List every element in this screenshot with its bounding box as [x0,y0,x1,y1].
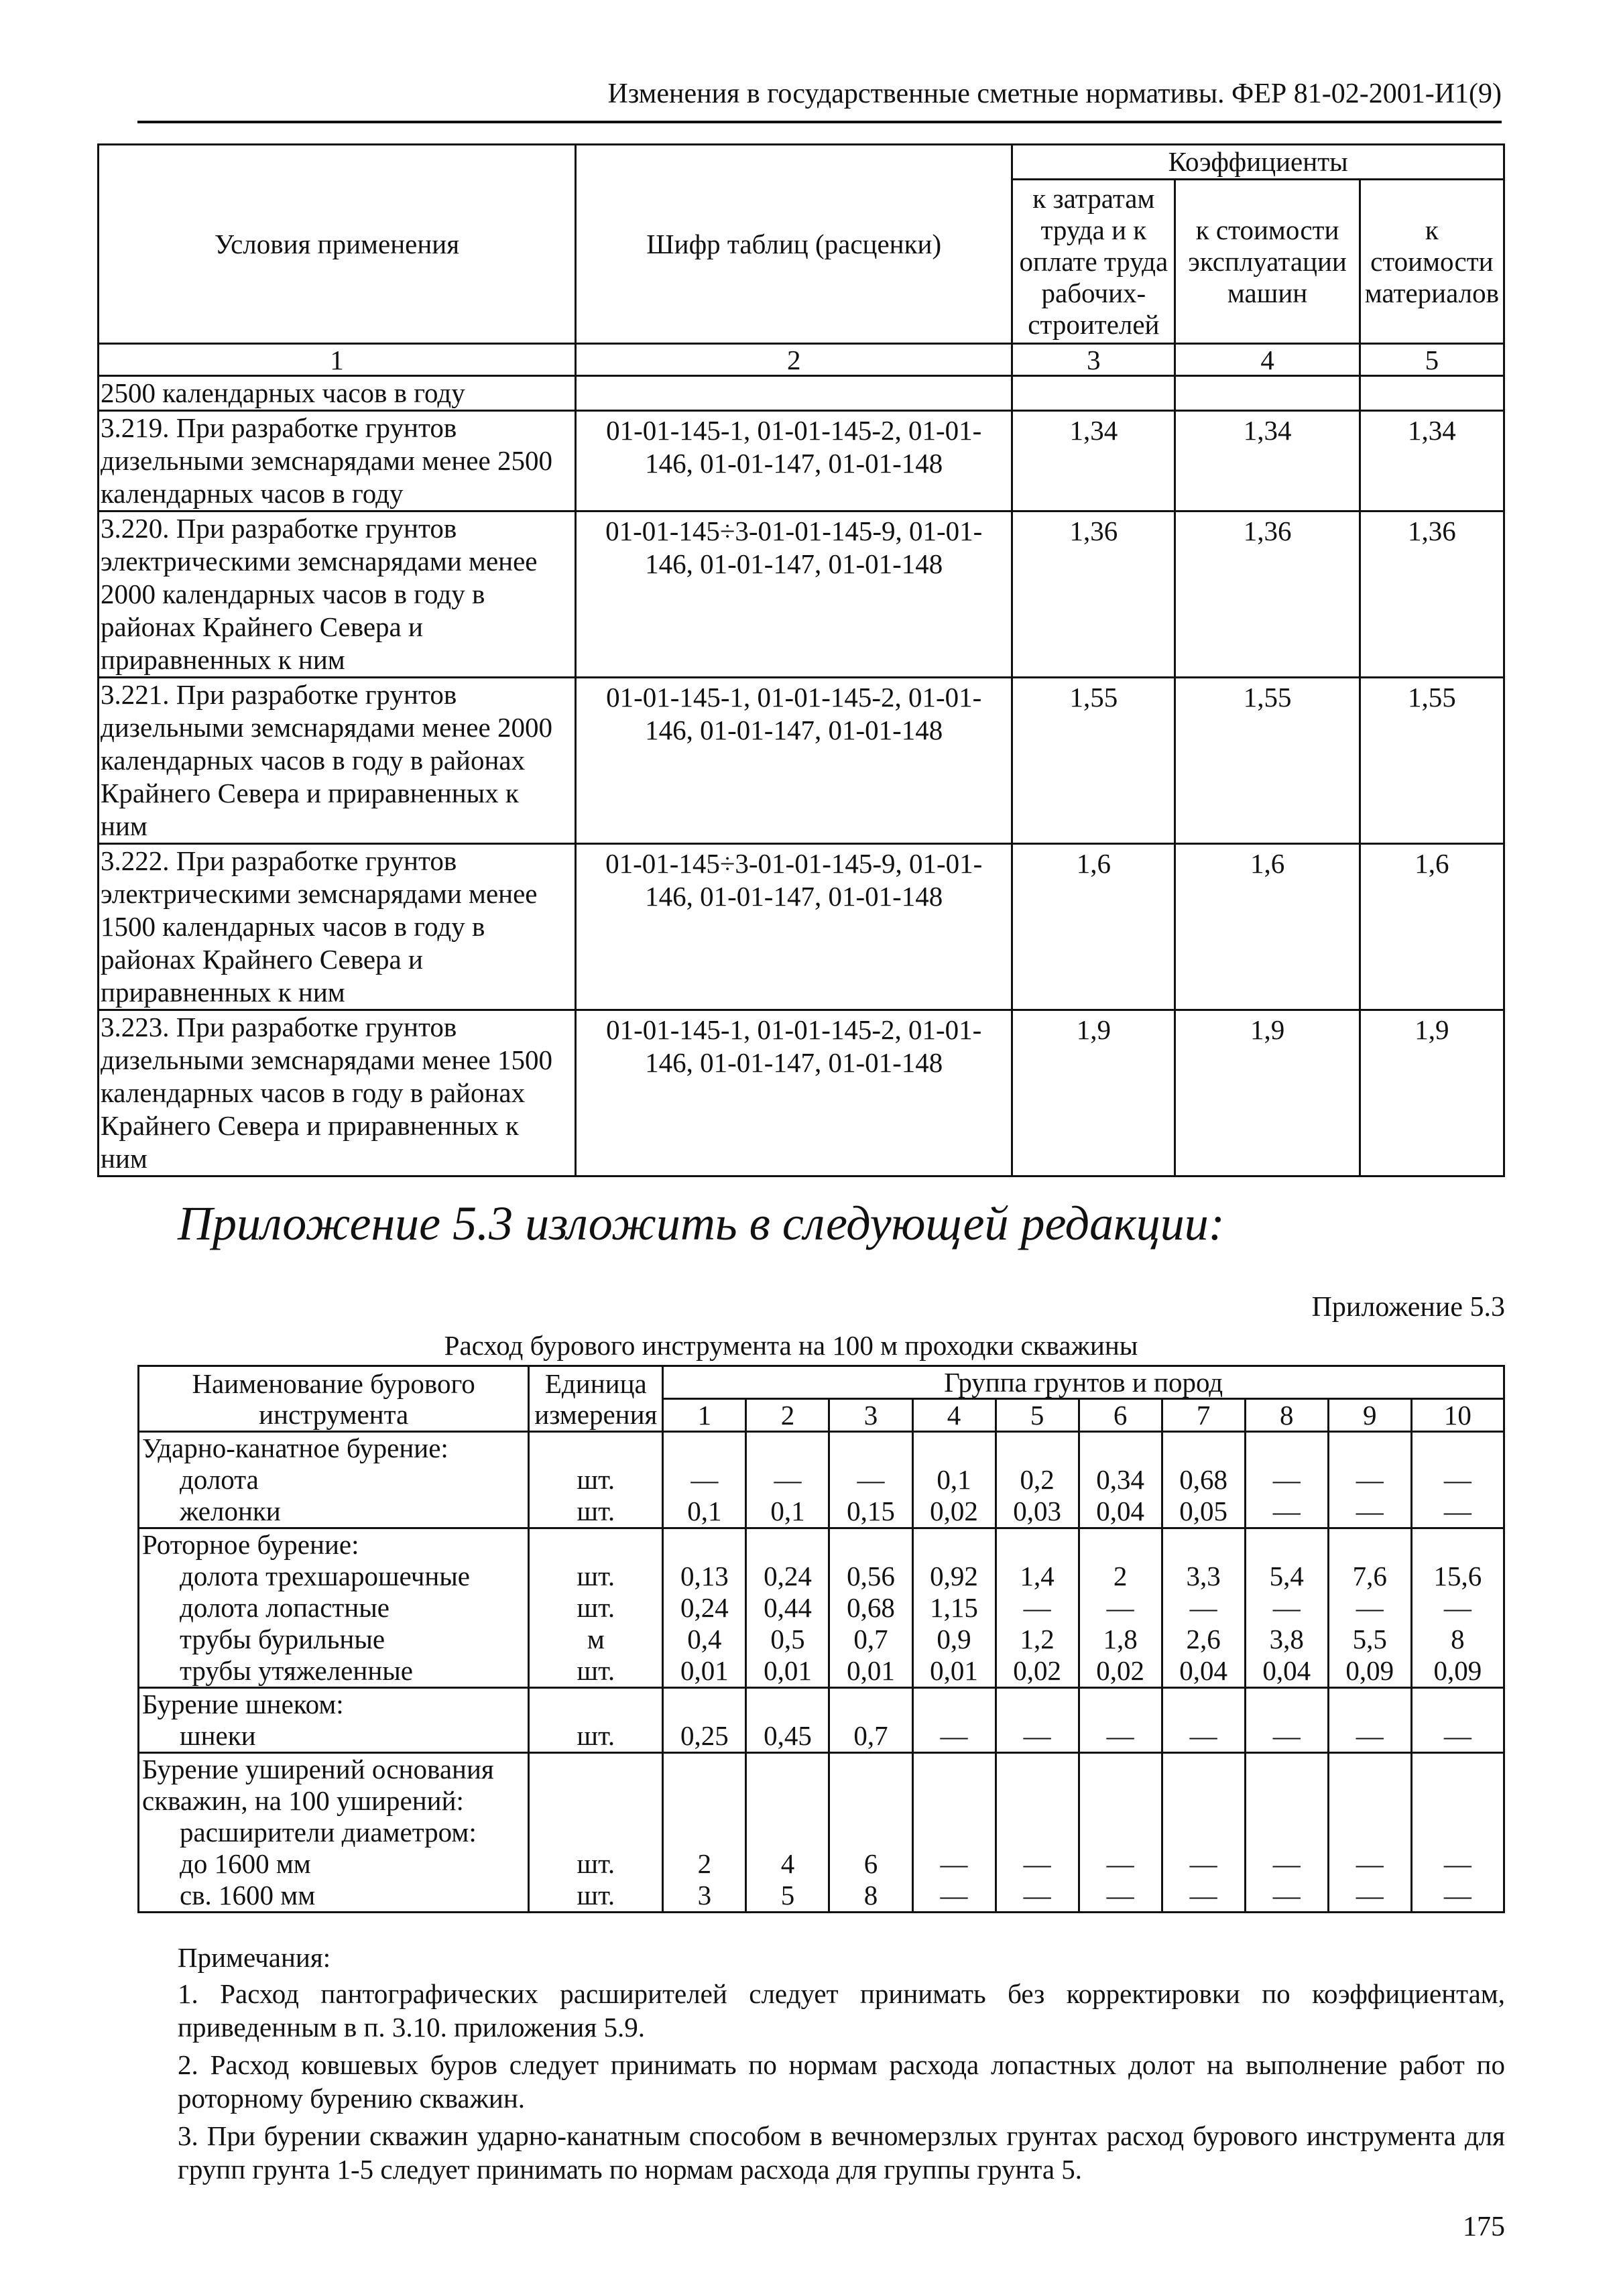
col-header-group-7: 7 [1162,1399,1245,1432]
consumption-value: — [1411,1880,1504,1913]
col-header-materials: к стоимости материалов [1360,180,1504,344]
consumption-value [1328,1432,1411,1465]
consumption-value: — [1411,1464,1504,1496]
consumption-value: — [1162,1848,1245,1880]
col-header-soil-group: Группа грунтов и пород [663,1366,1504,1399]
consumption-value: 0,68 [1162,1464,1245,1496]
tool-unit: шт. [529,1561,663,1592]
tool-unit [529,1432,663,1465]
consumption-value: — [996,1720,1079,1753]
consumption-value: 0,01 [829,1655,912,1688]
tool-name: Ударно-канатное бурение: [139,1432,529,1465]
consumption-value: 0,24 [663,1592,746,1624]
consumption-value: 0,25 [663,1720,746,1753]
consumption-value: 5,5 [1328,1624,1411,1655]
consumption-value [746,1528,829,1561]
consumption-value: 7,6 [1328,1561,1411,1592]
col-header-group-6: 6 [1079,1399,1162,1432]
col-index-1: 1 [99,344,576,376]
consumption-value [1079,1753,1162,1786]
coef-labor: 1,9 [1012,1010,1175,1176]
consumption-value [996,1817,1079,1848]
table-row [139,1432,1504,1465]
table-row-code: 01-01-145-1, 01-01-145-2, 01-01-146, 01-01-147, 01-01-148 [576,1010,1012,1176]
consumption-value: — [996,1880,1079,1913]
page-header: Изменения в государственные сметные нормативы. ФЕР 81-02-2001-И1(9) [137,74,1502,123]
consumption-value: 0,01 [746,1655,829,1688]
consumption-value [1245,1688,1328,1721]
consumption-value [1162,1817,1245,1848]
consumption-value: 0,4 [663,1624,746,1655]
consumption-value: 0,1 [746,1496,829,1528]
col-header-labor: к затратам труда и к оплате труда рабочих-строителей [1012,180,1175,344]
consumption-value [1079,1432,1162,1465]
tool-unit: м [529,1624,663,1655]
coef-materials: 1,55 [1360,678,1504,844]
consumption-value: — [829,1464,912,1496]
consumption-value [996,1528,1079,1561]
consumption-value: — [1245,1848,1328,1880]
consumption-value [663,1432,746,1465]
table-row-condition: 3.221. При разработке грунтов дизельными земснарядами менее 2000 календарных часов в году в районах Крайнего Севера и приравненных к ним [99,678,576,844]
note-item: 2. Расход ковшевых буров следует принимать по нормам расхода лопастных долот на выполнение работ по роторному бурению скважин. [178,2049,1505,2114]
consumption-value [1411,1432,1504,1465]
tool-name: долота трехшарошечные [139,1561,529,1592]
consumption-value [1079,1688,1162,1721]
consumption-value [746,1817,829,1848]
consumption-value [1079,1528,1162,1561]
col-header-group-4: 4 [912,1399,996,1432]
consumption-value [912,1753,996,1786]
table-row [139,1753,1504,1786]
table-row-condition: 3.222. При разработке грунтов электрическими земснарядами менее 1500 календарных часов в году в районах Крайнего Севера и приравненных к ним [99,844,576,1010]
col-index-2: 2 [576,344,1012,376]
consumption-value [1162,1432,1245,1465]
tool-unit: шт. [529,1592,663,1624]
table-row [139,1592,1504,1624]
coef-machines: 1,6 [1175,844,1360,1010]
col-header-tool-name: Наименование бурового инструмента [139,1366,529,1432]
consumption-value: 0,56 [829,1561,912,1592]
coef-materials: 1,6 [1360,844,1504,1010]
coef-machines: 1,36 [1175,511,1360,678]
consumption-value [1328,1817,1411,1848]
consumption-value: 4 [746,1848,829,1880]
consumption-value: 5,4 [1245,1561,1328,1592]
coef-machines: 1,34 [1175,411,1360,511]
table-row [139,1688,1504,1721]
consumption-value: — [1245,1720,1328,1753]
col-header-machines: к стоимости эксплуатации машин [1175,180,1360,344]
consumption-value: — [912,1720,996,1753]
table-row [139,1464,1504,1496]
consumption-value [1245,1753,1328,1786]
table-row [139,1848,1504,1880]
consumption-value: — [1162,1720,1245,1753]
consumption-value: 1,4 [996,1561,1079,1592]
consumption-value: — [1079,1848,1162,1880]
consumption-value: 8 [1411,1624,1504,1655]
consumption-value: — [1328,1592,1411,1624]
consumption-value: 0,1 [912,1464,996,1496]
col-header-coefficients: Коэффициенты [1012,145,1504,180]
consumption-value: — [1328,1464,1411,1496]
consumption-value [1328,1688,1411,1721]
notes [178,1941,1505,2186]
consumption-value: — [1411,1848,1504,1880]
consumption-value: 0,01 [912,1655,996,1688]
table-row [139,1880,1504,1913]
tool-unit [529,1753,663,1786]
consumption-value [663,1753,746,1786]
table-row-condition: 3.223. При разработке грунтов дизельными земснарядами менее 1500 календарных часов в году в районах Крайнего Севера и приравненных к ним [99,1010,576,1176]
col-header-group-8: 8 [1245,1399,1328,1432]
consumption-value: — [1079,1720,1162,1753]
consumption-value: — [746,1464,829,1496]
table-row [139,1817,1504,1848]
consumption-value: 5 [746,1880,829,1913]
consumption-value: 0,15 [829,1496,912,1528]
coefficients-table [97,143,1505,1177]
consumption-value [912,1785,996,1817]
consumption-value [663,1528,746,1561]
consumption-value: 2 [663,1848,746,1880]
tool-unit [529,1528,663,1561]
table-row [139,1561,1504,1592]
consumption-value [829,1785,912,1817]
consumption-value: 15,6 [1411,1561,1504,1592]
tool-name: Бурение шнеком: [139,1688,529,1721]
consumption-value [1411,1753,1504,1786]
col-index-3: 3 [1012,344,1175,376]
table-row [139,1496,1504,1528]
consumption-value: 0,44 [746,1592,829,1624]
tool-name: желонки [139,1496,529,1528]
consumption-value [912,1432,996,1465]
tool-name: до 1600 мм [139,1848,529,1880]
consumption-value: 1,2 [996,1624,1079,1655]
coef-labor: 1,36 [1012,511,1175,678]
consumption-value [1245,1785,1328,1817]
col-header-group-1: 1 [663,1399,746,1432]
consumption-value: — [1162,1592,1245,1624]
consumption-value: — [1328,1880,1411,1913]
table-row-code: 01-01-145÷3-01-01-145-9, 01-01-146, 01-01-147, 01-01-148 [576,844,1012,1010]
consumption-value: 0,05 [1162,1496,1245,1528]
consumption-value: 0,68 [829,1592,912,1624]
consumption-value [746,1432,829,1465]
coef-machines: 1,9 [1175,1010,1360,1176]
consumption-value: 0,09 [1328,1655,1411,1688]
consumption-value: 0,04 [1245,1655,1328,1688]
consumption-value: — [1079,1880,1162,1913]
col-index-4: 4 [1175,344,1360,376]
consumption-value [1411,1688,1504,1721]
coef-labor: 1,55 [1012,678,1175,844]
consumption-value: 1,15 [912,1592,996,1624]
consumption-value: 0,03 [996,1496,1079,1528]
consumption-value: — [1328,1848,1411,1880]
consumption-value: — [1245,1496,1328,1528]
consumption-value [1162,1528,1245,1561]
consumption-value: 0,34 [1079,1464,1162,1496]
table-caption: Расход бурового инструмента на 100 м проходки скважины [444,1330,1138,1361]
consumption-value: 2 [1079,1561,1162,1592]
consumption-value [1411,1785,1504,1817]
consumption-value [746,1753,829,1786]
table-row-condition: 3.219. При разработке грунтов дизельными земснарядами менее 2500 календарных часов в году [99,411,576,511]
consumption-value: — [1328,1496,1411,1528]
consumption-value: 0,13 [663,1561,746,1592]
consumption-value: — [912,1880,996,1913]
consumption-value: 0,92 [912,1561,996,1592]
consumption-value: 3 [663,1880,746,1913]
table-row [139,1624,1504,1655]
table-row-code: 01-01-145÷3-01-01-145-9, 01-01-146, 01-01-147, 01-01-148 [576,511,1012,678]
notes-title: Примечания: [178,1942,331,1973]
consumption-value [1245,1817,1328,1848]
tool-name: Бурение уширений основания [139,1753,529,1786]
tool-unit: шт. [529,1496,663,1528]
consumption-value [912,1688,996,1721]
consumption-value: 0,02 [1079,1655,1162,1688]
note-item: 1. Расход пантографических расширителей следует принимать без корректировки по коэффициентам, приведенным в п. 3.10. приложения 5.9. [178,1978,1505,2043]
consumption-value [829,1528,912,1561]
tool-unit [529,1688,663,1721]
consumption-value [1162,1753,1245,1786]
table-row [139,1720,1504,1753]
consumption-value [1162,1785,1245,1817]
consumption-value [1079,1817,1162,1848]
consumption-value: 0,02 [912,1496,996,1528]
tool-name: долота [139,1464,529,1496]
coef-labor: 1,34 [1012,411,1175,511]
col-header-conditions: Условия применения [99,145,576,344]
consumption-value: 0,01 [663,1655,746,1688]
consumption-value: — [1411,1592,1504,1624]
consumption-value [1411,1528,1504,1561]
consumption-value [912,1817,996,1848]
consumption-value: 1,8 [1079,1624,1162,1655]
tool-name: шнеки [139,1720,529,1753]
consumption-value [663,1817,746,1848]
tool-unit: шт. [529,1880,663,1913]
consumption-value [1162,1688,1245,1721]
consumption-value [829,1688,912,1721]
consumption-value [829,1753,912,1786]
consumption-value: — [1162,1880,1245,1913]
consumption-value [996,1753,1079,1786]
tool-name: расширители диаметром: [139,1817,529,1848]
page-number: 175 [1463,2212,1505,2242]
consumption-value: — [1245,1592,1328,1624]
consumption-value: 0,7 [829,1720,912,1753]
tool-name: скважин, на 100 уширений: [139,1785,529,1817]
coef-materials: 1,34 [1360,411,1504,511]
tool-unit: шт. [529,1848,663,1880]
consumption-value: — [1328,1720,1411,1753]
consumption-value: 0,09 [1411,1655,1504,1688]
tool-unit [529,1817,663,1848]
consumption-value [996,1785,1079,1817]
table-row-code: 01-01-145-1, 01-01-145-2, 01-01-146, 01-01-147, 01-01-148 [576,678,1012,844]
consumption-value [1328,1785,1411,1817]
consumption-value: 0,5 [746,1624,829,1655]
consumption-value [1245,1528,1328,1561]
consumption-value [1411,1817,1504,1848]
consumption-value [829,1817,912,1848]
consumption-value: 0,04 [1079,1496,1162,1528]
col-header-codes: Шифр таблиц (расценки) [576,145,1012,344]
consumption-value: 3,8 [1245,1624,1328,1655]
col-header-group-2: 2 [746,1399,829,1432]
consumption-value: 0,1 [663,1496,746,1528]
tool-unit: шт. [529,1720,663,1753]
consumption-value [746,1785,829,1817]
consumption-value: 0,2 [996,1464,1079,1496]
consumption-value [746,1688,829,1721]
consumption-value: 2,6 [1162,1624,1245,1655]
tool-unit: шт. [529,1655,663,1688]
tool-name: трубы бурильные [139,1624,529,1655]
consumption-value [1079,1785,1162,1817]
coef-labor: 1,6 [1012,844,1175,1010]
note-item: 3. При бурении скважин ударно-канатным способом в вечномерзлых грунтах расход бурового инструмента для групп грунта 1-5 следует принимать по нормам расхода для группы грунта 5. [178,2120,1505,2185]
consumption-value: — [1245,1880,1328,1913]
consumption-value: 3,3 [1162,1561,1245,1592]
consumption-value: 8 [829,1880,912,1913]
consumption-value: 0,45 [746,1720,829,1753]
col-index-5: 5 [1360,344,1504,376]
col-header-group-5: 5 [996,1399,1079,1432]
tool-unit: шт. [529,1464,663,1496]
consumption-value [663,1688,746,1721]
col-header-unit: Единица измерения [529,1366,663,1432]
consumption-value: — [996,1592,1079,1624]
consumption-value [912,1528,996,1561]
drilling-tools-table [137,1365,1505,1913]
coef-machines: 1,55 [1175,678,1360,844]
col-header-group-3: 3 [829,1399,912,1432]
consumption-value [1328,1528,1411,1561]
table-row [139,1655,1504,1688]
tool-name: долота лопастные [139,1592,529,1624]
col-header-group-10: 10 [1411,1399,1504,1432]
consumption-value [996,1688,1079,1721]
appendix-label: Приложение 5.3 [1311,1292,1505,1323]
consumption-value: — [996,1848,1079,1880]
coef-materials: 1,36 [1360,511,1504,678]
consumption-value: 0,04 [1162,1655,1245,1688]
consumption-value [1328,1753,1411,1786]
consumption-value: 0,9 [912,1624,996,1655]
consumption-value: 6 [829,1848,912,1880]
consumption-value: — [1079,1592,1162,1624]
consumption-value: — [663,1464,746,1496]
consumption-value: — [1411,1496,1504,1528]
consumption-value: — [1245,1464,1328,1496]
tool-name: Роторное бурение: [139,1528,529,1561]
tool-name: трубы утяжеленные [139,1655,529,1688]
tool-name: св. 1600 мм [139,1880,529,1913]
consumption-value: 0,02 [996,1655,1079,1688]
table-row-continuation: 2500 календарных часов в году [99,376,576,411]
consumption-value: 0,7 [829,1624,912,1655]
consumption-value [663,1785,746,1817]
col-header-group-9: 9 [1328,1399,1411,1432]
table-row-condition: 3.220. При разработке грунтов электрическими земснарядами менее 2000 календарных часов в году в районах Крайнего Севера и приравненных к ним [99,511,576,678]
table-row [139,1528,1504,1561]
consumption-value: — [912,1848,996,1880]
consumption-value: 0,24 [746,1561,829,1592]
consumption-value [829,1432,912,1465]
table-row-code: 01-01-145-1, 01-01-145-2, 01-01-146, 01-01-147, 01-01-148 [576,411,1012,511]
consumption-value: — [1411,1720,1504,1753]
consumption-value [1245,1432,1328,1465]
consumption-value [996,1432,1079,1465]
appendix-instruction: Приложение 5.3 изложить в следующей редакции: [178,1197,1225,1250]
coef-materials: 1,9 [1360,1010,1504,1176]
table-row [139,1785,1504,1817]
tool-unit [529,1785,663,1817]
